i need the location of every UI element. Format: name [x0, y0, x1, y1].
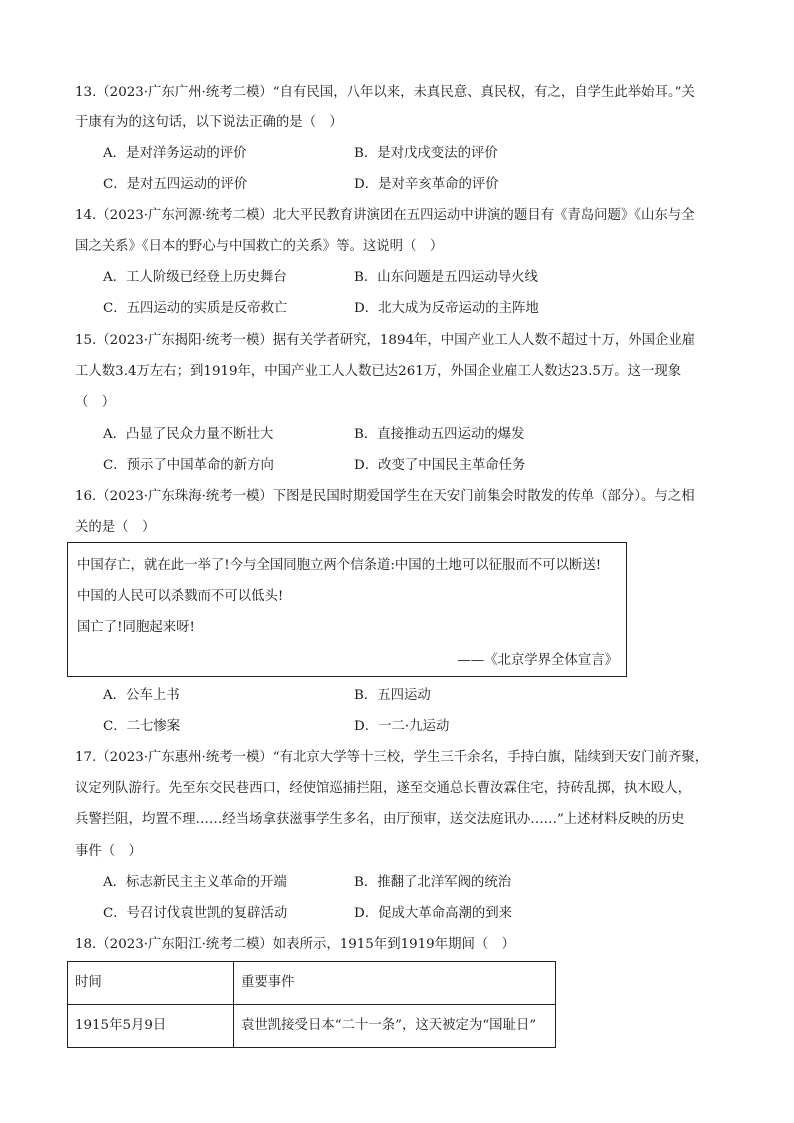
q14-option-c[interactable]: C．五四运动的实质是反帝救亡 [103, 301, 288, 316]
table-row [68, 1005, 556, 1048]
q16-option-b[interactable]: B．五四运动 [354, 688, 431, 703]
q13-option-d[interactable]: D．是对辛亥革命的评价 [354, 177, 499, 192]
q15-option-b[interactable]: B．直接推动五四运动的爆发 [354, 427, 525, 442]
q14-option-b[interactable]: B．山东问题是五四运动导火线 [354, 270, 538, 285]
q16-material-line1: 中国存亡，就在此一举了!今与全国同胞立两个信条道:中国的土地可以征服而不可以断送! [77, 558, 602, 573]
q13-option-c[interactable]: C．是对五四运动的评价 [103, 177, 248, 192]
q16-material-source: ——《北京学界全体宣言》 [457, 653, 618, 668]
q15-option-d[interactable]: D．改变了中国民主革命任务 [354, 458, 526, 473]
table-cell-date: 1915年5月9日 [68, 1005, 234, 1048]
q17-stem-line1: 17.（2023·广东惠州·统考一模）“有北京大学等十三校，学生三千余名，手持白旗，陆续到天安门前齐聚， [75, 750, 709, 765]
q13-option-b[interactable]: B．是对戊戌变法的评价 [354, 146, 498, 161]
q14-option-a[interactable]: A．工人阶级已经登上历史舞台 [103, 270, 287, 285]
q14-stem-line1: 14.（2023·广东河源·统考二模）北大平民教育讲演团在五四运动中讲演的题目有《青岛问题》《山东与全 [75, 208, 695, 223]
q15-stem-line3: （ ） [75, 395, 116, 410]
q17-option-c[interactable]: C．号召讨伐袁世凯的复辟活动 [103, 906, 288, 921]
q15-stem-line1: 15.（2023·广东揭阳·统考一模）据有关学者研究，1894年，中国产业工人人数不超过十万，外国企业雇 [75, 333, 696, 348]
table-header-row [68, 962, 556, 1005]
q13-option-a[interactable]: A．是对洋务运动的评价 [103, 146, 247, 161]
q16-material-box [67, 542, 627, 677]
table-header-event: 重要事件 [234, 962, 556, 1005]
q13-stem-line1: 13.（2023·广东广州·统考二模）“自有民国，八年以来，未真民意、真民权，有之，自学生此举始耳。”关 [75, 85, 695, 100]
q16-option-c[interactable]: C．二七惨案 [103, 719, 181, 734]
q17-option-a[interactable]: A．标志新民主主义革命的开端 [103, 875, 287, 890]
q17-stem-line2: 议定列队游行。先至东交民巷西口，经使馆巡捕拦阻，遂至交通总长曹汝霖住宅，持砖乱掷，执木殴人， [75, 781, 691, 796]
q14-option-d[interactable]: D．北大成为反帝运动的主阵地 [354, 301, 539, 316]
q17-option-d[interactable]: D．促成大革命高潮的到来 [354, 906, 513, 921]
q16-option-d[interactable]: D．一二·九运动 [354, 719, 450, 734]
q16-material-line3: 国亡了!同胞起来呀! [77, 620, 195, 635]
q16-material-line2: 中国的人民可以杀戮而不可以低头! [77, 589, 284, 604]
table-cell-event: 袁世凯接受日本“二十一条”，这天被定为“国耻日” [234, 1005, 556, 1048]
q14-stem-line2: 国之关系》《日本的野心与中国救亡的关系》等。这说明（ ） [75, 239, 444, 254]
q16-stem-line1: 16.（2023·广东珠海·统考一模）下图是民国时期爱国学生在天安门前集会时散发的传单（部分）。与之相 [75, 489, 695, 504]
q13-stem-line2: 于康有为的这句话，以下说法正确的是（ ） [75, 115, 343, 130]
q15-option-a[interactable]: A．凸显了民众力量不断壮大 [103, 427, 274, 442]
table-header-time: 时间 [68, 962, 234, 1005]
q17-stem-line4: 事件（ ） [75, 844, 142, 859]
q18-table [67, 961, 556, 1048]
q18-stem-line1: 18.（2023·广东阳江·统考二模）如表所示，1915年到1919年期间（ ） [75, 937, 516, 952]
q16-option-a[interactable]: A．公车上书 [103, 688, 180, 703]
q15-stem-line2: 工人数3.4万左右；到1919年，中国产业工人人数已达261万，外国企业雇工人数达23.5万。这一现象 [75, 364, 682, 379]
q15-option-c[interactable]: C．预示了中国革命的新方向 [103, 458, 274, 473]
q16-stem-line2: 关的是（ ） [75, 520, 156, 535]
q17-stem-line3: 兵警拦阻，均置不理……经当场拿获滋事学生多名，由厅预审，送交法庭讯办……”上述材料反映的历史 [75, 812, 685, 827]
q17-option-b[interactable]: B．推翻了北洋军阀的统治 [354, 875, 512, 890]
